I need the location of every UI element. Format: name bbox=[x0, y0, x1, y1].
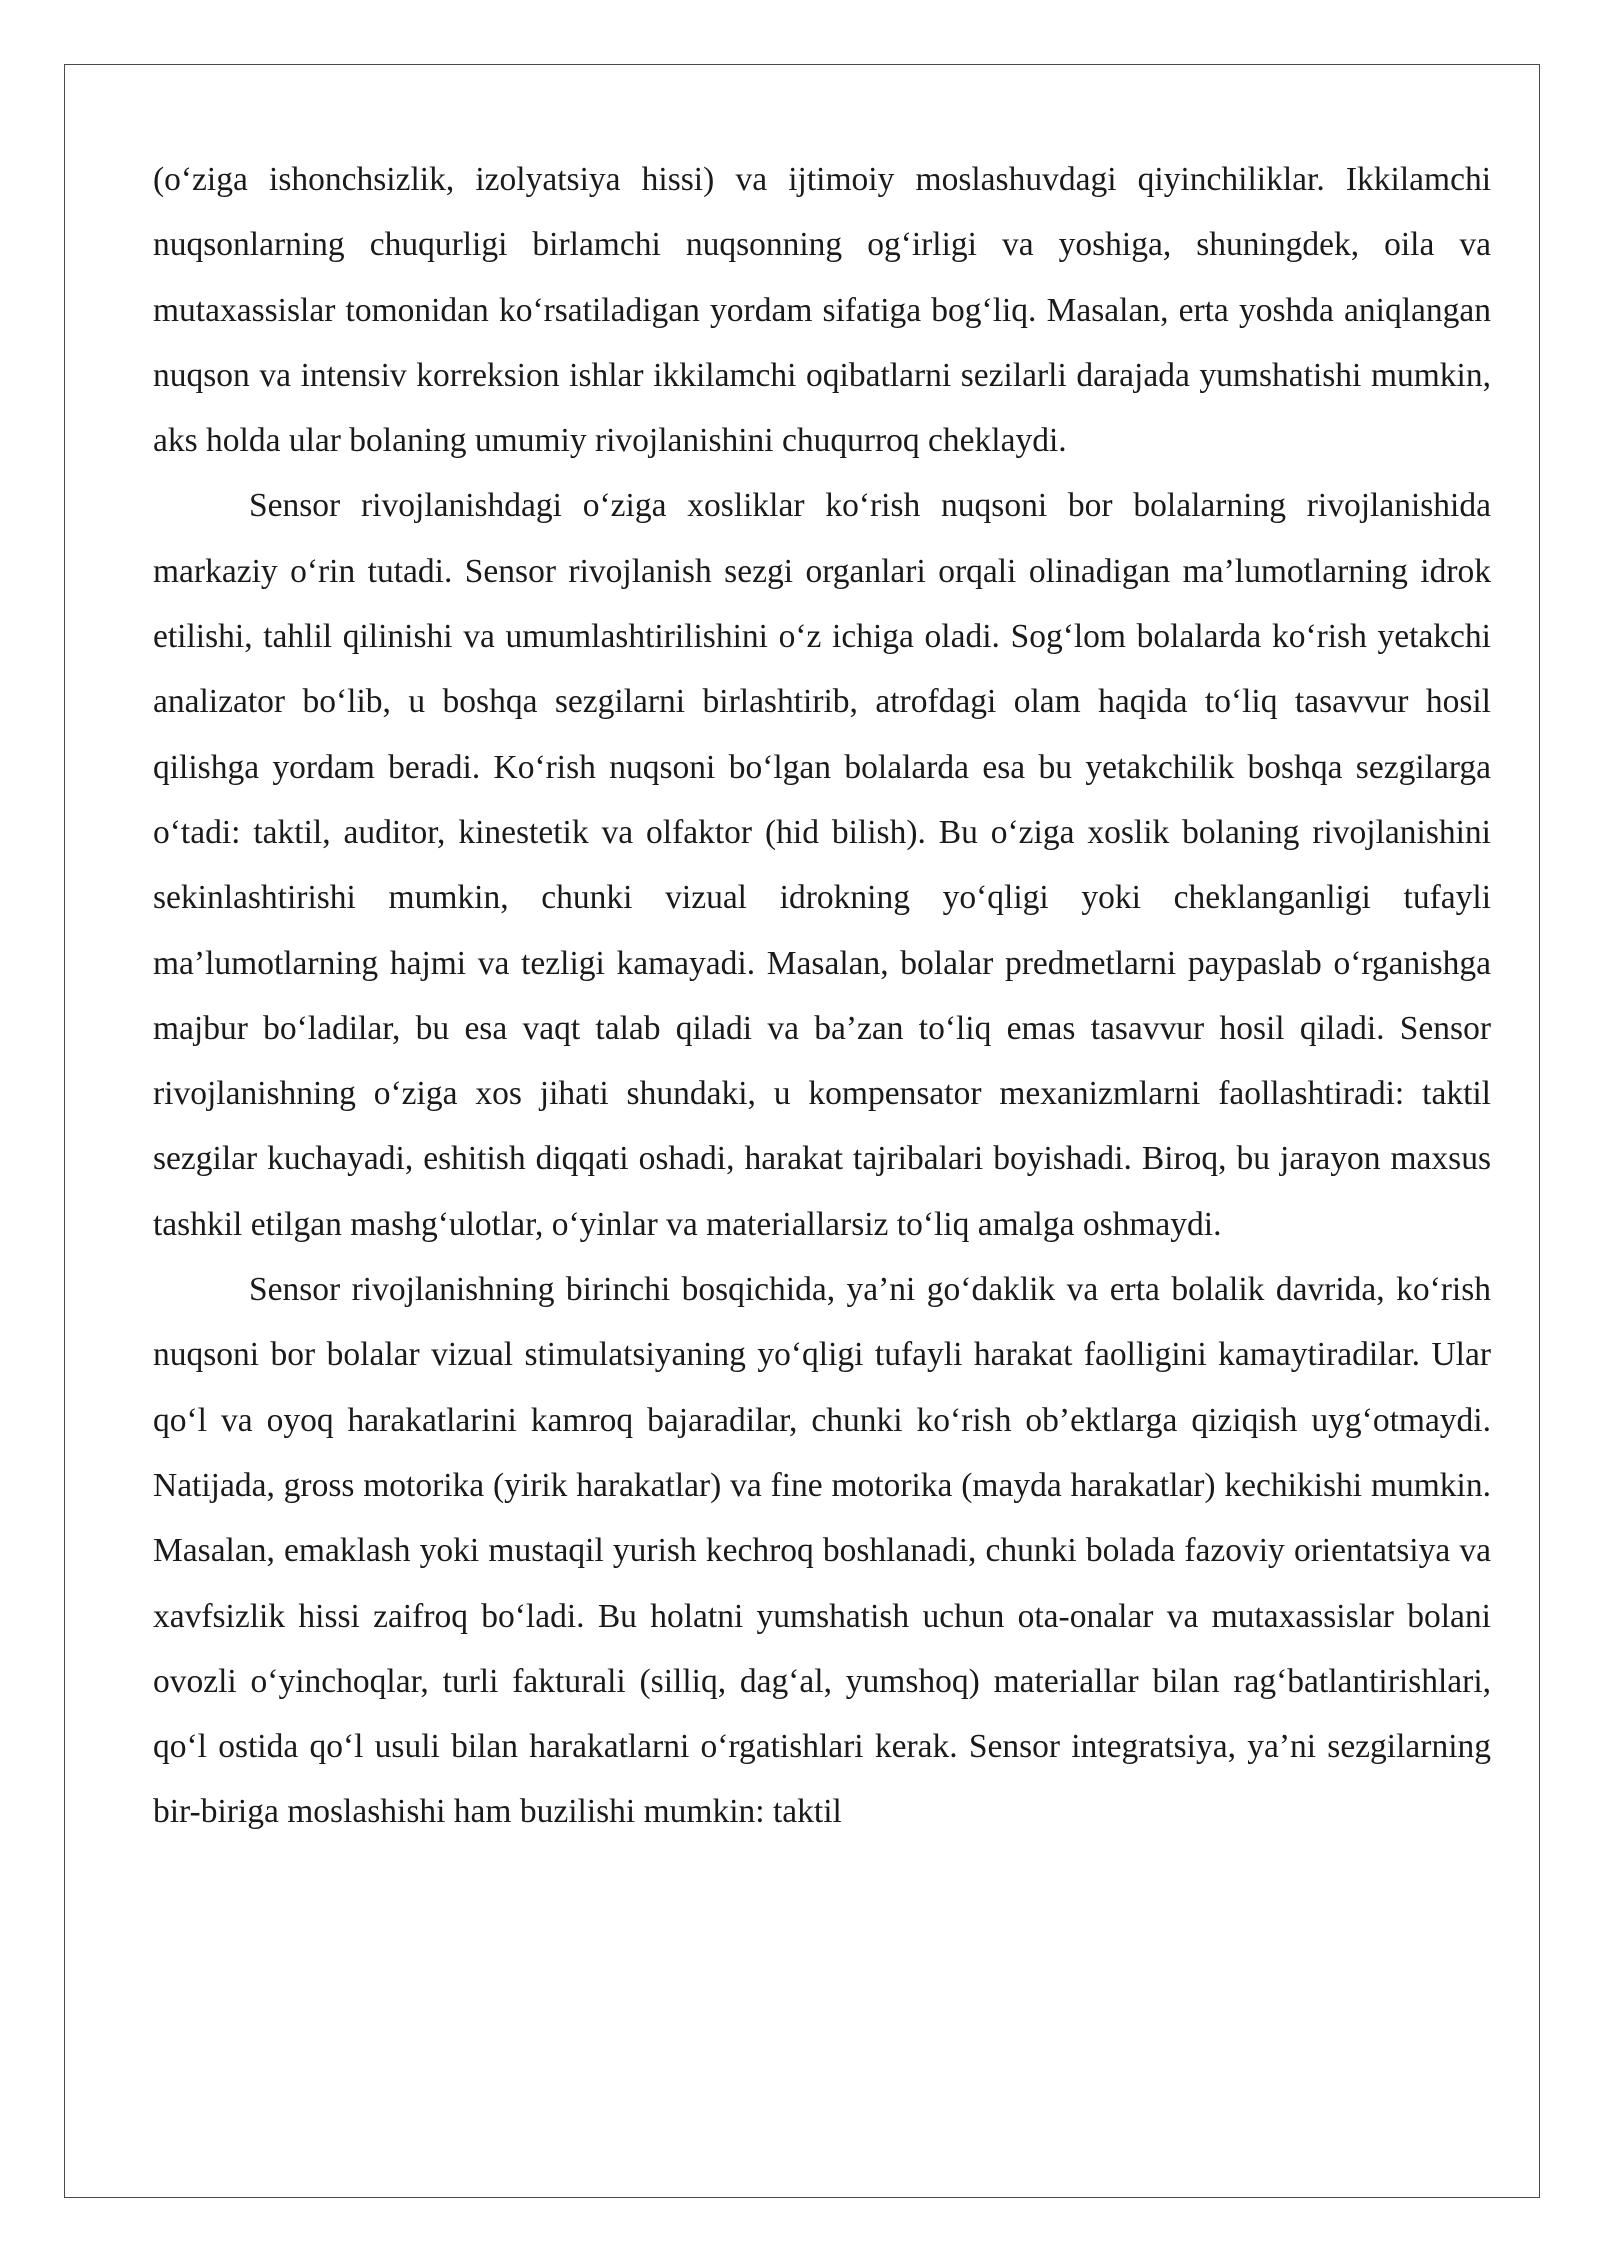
paragraph-1: (o‘ziga ishonchsizlik, izolyatsiya hissi) va ijtimoiy moslashuvdagi qiyinchiliklar. Ikkilamchi nuqsonlarning chuqurligi birlamchi nuqsonning og‘irligi va yoshiga, shuningdek, oila va mutaxassislar tomonidan ko‘rsatiladigan yordam sifatiga bog‘liq. Masalan, erta yoshda aniqlangan nuqson va intensiv korreksion ishlar ikkilamchi oqibatlarni sezilarli darajada yumshatishi mumkin, aks holda ular bolaning umumiy rivojlanishini chuqurroq cheklaydi. bbox=[153, 161, 1491, 460]
paragraph-2: Sensor rivojlanishdagi o‘ziga xosliklar ko‘rish nuqsoni bor bolalarning rivojlanishida markaziy o‘rin tutadi. Sensor rivojlanish sezgi organlari orqali olinadigan ma’lumotlarning idrok etilishi, tahlil qilinishi va umumlashtirilishini o‘z ichiga oladi. Sog‘lom bolalarda ko‘rish yetakchi analizator bo‘lib, u boshqa sezgilarni birlashtirib, atrofdagi olam haqida to‘liq tasavvur hosil qilishga yordam beradi. Ko‘rish nuqsoni bo‘lgan bolalarda esa bu yetakchilik boshqa sezgilarga o‘tadi: taktil, auditor, kinestetik va olfaktor (hid bilish). Bu o‘ziga xoslik bolaning rivojlanishini sekinlashtirishi mumkin, chunki vizual idrokning yo‘qligi yoki cheklanganligi tufayli ma’lumotlarning hajmi va tezligi kamayadi. Masalan, bolalar predmetlarni paypaslab o‘rganishga majbur bo‘ladilar, bu esa vaqt talab qiladi va ba’zan to‘liq emas tasavvur hosil qiladi. Sensor rivojlanishning o‘ziga xos jihati shundaki, u kompensator mexanizmlarni faollashtiradi: taktil sezgilar kuchayadi, eshitish diqqati oshadi, harakat tajribalari boyishadi. Biroq, bu jarayon maxsus tashkil etilgan mashg‘ulotlar, o‘yinlar va materiallarsiz to‘liq amalga oshmaydi. bbox=[153, 487, 1491, 1243]
paragraph-3: Sensor rivojlanishning birinchi bosqichida, ya’ni go‘daklik va erta bolalik davrida, ko‘rish nuqsoni bor bolalar vizual stimulatsiyaning yo‘qligi tufayli harakat faolligini kamaytiradilar. Ular qo‘l va oyoq harakatlarini kamroq bajaradilar, chunki ko‘rish ob’ektlarga qiziqish uyg‘otmaydi. Natijada, gross motorika (yirik harakatlar) va fine motorika (mayda harakatlar) kechikishi mumkin. Masalan, emaklash yoki mustaqil yurish kechroq boshlanadi, chunki bolada fazoviy orientatsiya va xavfsizlik hissi zaifroq bo‘ladi. Bu holatni yumshatish uchun ota-onalar va mutaxassislar bolani ovozli o‘yinchoqlar, turli fakturali (silliq, dag‘al, yumshoq) materiallar bilan rag‘batlantirishlari, qo‘l ostida qo‘l usuli bilan harakatlarni o‘rgatishlari kerak. Sensor integratsiya, ya’ni sezgilarning bir-biriga moslashishi ham buzilishi mumkin: taktil bbox=[153, 1271, 1491, 1831]
document-body bbox=[153, 147, 1491, 1845]
